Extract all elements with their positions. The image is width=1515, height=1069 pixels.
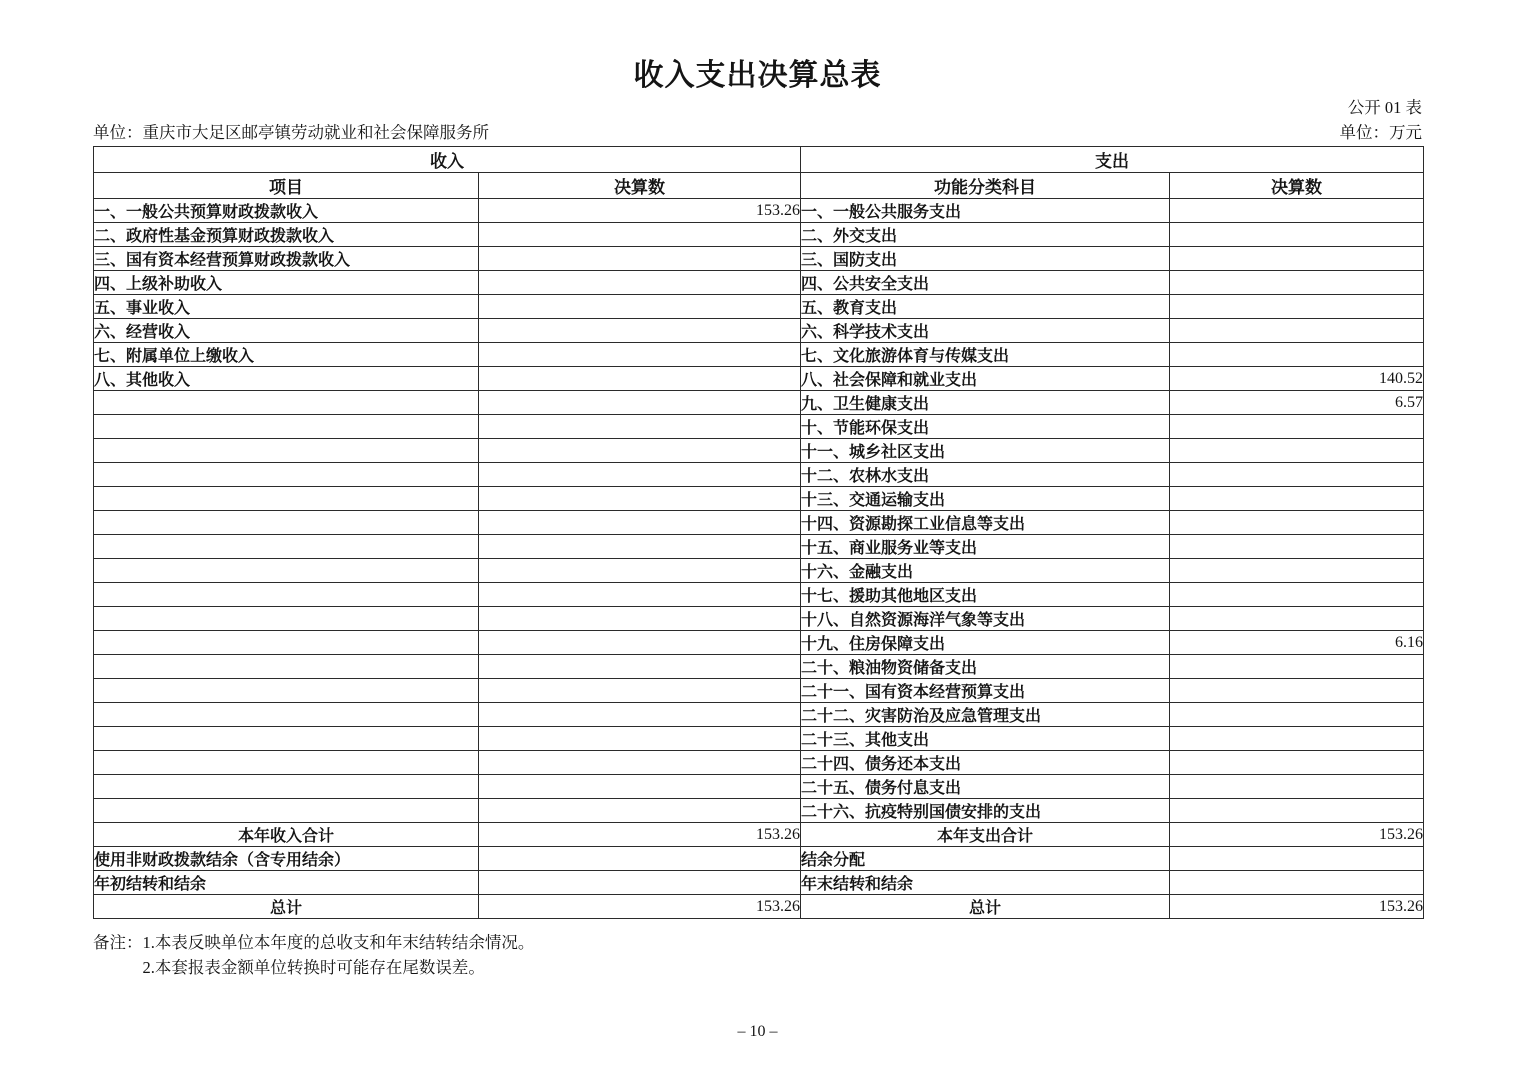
income-value-cell xyxy=(479,223,801,247)
income-value-cell xyxy=(479,583,801,607)
table-row xyxy=(94,655,1424,679)
table-row xyxy=(94,319,1424,343)
income-item-cell xyxy=(94,583,479,607)
expense-item-cell: 二十五、债务付息支出 xyxy=(801,775,1170,799)
expense-item-cell: 二十二、灾害防治及应急管理支出 xyxy=(801,703,1170,727)
income-item-cell xyxy=(94,703,479,727)
expense-value-cell: 153.26 xyxy=(1170,823,1424,847)
income-value-cell xyxy=(479,655,801,679)
income-value-cell xyxy=(479,247,801,271)
income-value-cell xyxy=(479,703,801,727)
table-row xyxy=(94,487,1424,511)
expense-item-cell: 一、一般公共服务支出 xyxy=(801,199,1170,223)
income-item-cell xyxy=(94,391,479,415)
income-item-cell: 一、一般公共预算财政拨款收入 xyxy=(94,199,479,223)
income-value-cell: 153.26 xyxy=(479,823,801,847)
expense-value-cell xyxy=(1170,439,1424,463)
page-title: 收入支出决算总表 xyxy=(633,59,882,92)
unit-label: 单位：万元 xyxy=(1339,123,1422,142)
income-item-cell: 七、附属单位上缴收入 xyxy=(94,343,479,367)
table-body xyxy=(94,199,1424,919)
income-item-cell xyxy=(94,607,479,631)
expense-value-column-header: 决算数 xyxy=(1170,173,1424,199)
income-value-cell xyxy=(479,319,801,343)
expense-value-cell xyxy=(1170,559,1424,583)
income-value-cell xyxy=(479,271,801,295)
income-item-cell: 三、国有资本经营预算财政拨款收入 xyxy=(94,247,479,271)
income-value-cell: 153.26 xyxy=(479,895,801,919)
income-value-cell xyxy=(479,799,801,823)
income-item-cell xyxy=(94,439,479,463)
table-row xyxy=(94,247,1424,271)
income-value-cell xyxy=(479,727,801,751)
expense-value-cell xyxy=(1170,655,1424,679)
section-header-row xyxy=(94,147,1424,173)
income-item-cell xyxy=(94,535,479,559)
expense-item-cell: 本年支出合计 xyxy=(801,823,1170,847)
expense-item-cell: 四、公共安全支出 xyxy=(801,271,1170,295)
table-row xyxy=(94,583,1424,607)
income-value-cell xyxy=(479,463,801,487)
table-row xyxy=(94,415,1424,439)
expense-value-cell xyxy=(1170,271,1424,295)
table-row xyxy=(94,847,1424,871)
income-value-cell xyxy=(479,679,801,703)
expense-value-cell xyxy=(1170,487,1424,511)
table-row xyxy=(94,727,1424,751)
income-value-cell xyxy=(479,295,801,319)
expense-item-cell: 十九、住房保障支出 xyxy=(801,631,1170,655)
table-row xyxy=(94,343,1424,367)
income-value-cell xyxy=(479,871,801,895)
income-value-cell xyxy=(479,511,801,535)
table-head xyxy=(94,147,1424,199)
expense-value-cell xyxy=(1170,847,1424,871)
income-item-cell xyxy=(94,415,479,439)
notes xyxy=(93,930,534,980)
table-row xyxy=(94,367,1424,391)
expense-item-cell: 九、卫生健康支出 xyxy=(801,391,1170,415)
expense-item-cell: 二十六、抗疫特别国债安排的支出 xyxy=(801,799,1170,823)
income-item-column-header: 项目 xyxy=(94,173,479,199)
income-value-cell xyxy=(479,487,801,511)
expense-value-cell xyxy=(1170,319,1424,343)
table-row xyxy=(94,607,1424,631)
expense-value-cell xyxy=(1170,679,1424,703)
page-number: – 10 – xyxy=(737,1023,778,1040)
expense-item-cell: 十七、援助其他地区支出 xyxy=(801,583,1170,607)
expense-value-cell xyxy=(1170,463,1424,487)
expense-item-cell: 年末结转和结余 xyxy=(801,871,1170,895)
expense-item-column-header: 功能分类科目 xyxy=(801,173,1170,199)
expense-item-cell: 七、文化旅游体育与传媒支出 xyxy=(801,343,1170,367)
expense-item-cell: 十、节能环保支出 xyxy=(801,415,1170,439)
income-value-cell xyxy=(479,607,801,631)
expense-value-cell xyxy=(1170,511,1424,535)
income-value-cell xyxy=(479,751,801,775)
table-row xyxy=(94,199,1424,223)
expense-value-cell xyxy=(1170,415,1424,439)
income-value-cell xyxy=(479,775,801,799)
income-item-cell: 二、政府性基金预算财政拨款收入 xyxy=(94,223,479,247)
table-row xyxy=(94,775,1424,799)
income-item-cell: 本年收入合计 xyxy=(94,823,479,847)
income-item-cell xyxy=(94,775,479,799)
income-section-header: 收入 xyxy=(94,147,801,173)
expense-value-cell xyxy=(1170,583,1424,607)
income-item-cell: 八、其他收入 xyxy=(94,367,479,391)
income-value-column-header: 决算数 xyxy=(479,173,801,199)
table-row xyxy=(94,535,1424,559)
income-item-cell: 总计 xyxy=(94,895,479,919)
table-row xyxy=(94,631,1424,655)
income-item-cell xyxy=(94,559,479,583)
table-row xyxy=(94,511,1424,535)
expense-item-cell: 二十一、国有资本经营预算支出 xyxy=(801,679,1170,703)
expense-item-cell: 六、科学技术支出 xyxy=(801,319,1170,343)
table-code: 公开 01 表 xyxy=(1347,98,1422,117)
expense-item-cell: 十一、城乡社区支出 xyxy=(801,439,1170,463)
notes-label: 备注： xyxy=(93,933,143,952)
note-line-2: 2.本套报表金额单位转换时可能存在尾数误差。 xyxy=(142,958,485,977)
income-item-cell xyxy=(94,463,479,487)
table-row xyxy=(94,799,1424,823)
expense-item-cell: 结余分配 xyxy=(801,847,1170,871)
income-item-cell xyxy=(94,487,479,511)
expense-value-cell xyxy=(1170,727,1424,751)
final-accounts-table xyxy=(93,146,1424,919)
expense-value-cell xyxy=(1170,871,1424,895)
expense-item-cell: 十三、交通运输支出 xyxy=(801,487,1170,511)
expense-value-cell xyxy=(1170,343,1424,367)
expense-value-cell: 153.26 xyxy=(1170,895,1424,919)
table-row xyxy=(94,391,1424,415)
expense-value-cell xyxy=(1170,247,1424,271)
expense-item-cell: 十四、资源勘探工业信息等支出 xyxy=(801,511,1170,535)
expense-value-cell xyxy=(1170,799,1424,823)
expense-value-cell xyxy=(1170,775,1424,799)
table-row xyxy=(94,895,1424,919)
expense-item-cell: 二十四、债务还本支出 xyxy=(801,751,1170,775)
table-row xyxy=(94,871,1424,895)
expense-item-cell: 三、国防支出 xyxy=(801,247,1170,271)
income-value-cell xyxy=(479,535,801,559)
income-value-cell xyxy=(479,367,801,391)
income-value-cell xyxy=(479,343,801,367)
expense-value-cell xyxy=(1170,199,1424,223)
expense-value-cell: 6.57 xyxy=(1170,391,1424,415)
table-row xyxy=(94,679,1424,703)
expense-item-cell: 二、外交支出 xyxy=(801,223,1170,247)
note-line-1: 1.本表反映单位本年度的总收支和年末结转结余情况。 xyxy=(142,933,535,952)
expense-item-cell: 十六、金融支出 xyxy=(801,559,1170,583)
income-item-cell xyxy=(94,655,479,679)
expense-item-cell: 十二、农林水支出 xyxy=(801,463,1170,487)
table-row xyxy=(94,439,1424,463)
income-item-cell xyxy=(94,511,479,535)
expense-value-cell xyxy=(1170,223,1424,247)
org-label: 单位：重庆市大足区邮亭镇劳动就业和社会保障服务所 xyxy=(93,123,489,142)
expense-value-cell xyxy=(1170,535,1424,559)
income-value-cell xyxy=(479,847,801,871)
expense-item-cell: 总计 xyxy=(801,895,1170,919)
income-value-cell: 153.26 xyxy=(479,199,801,223)
table-row xyxy=(94,223,1424,247)
table-row xyxy=(94,271,1424,295)
table-row xyxy=(94,559,1424,583)
table-row xyxy=(94,823,1424,847)
income-item-cell xyxy=(94,751,479,775)
table-row xyxy=(94,751,1424,775)
income-item-cell: 使用非财政拨款结余（含专用结余） xyxy=(94,847,479,871)
table-row xyxy=(94,463,1424,487)
expense-section-header: 支出 xyxy=(801,147,1424,173)
income-item-cell: 年初结转和结余 xyxy=(94,871,479,895)
expense-item-cell: 二十、粮油物资储备支出 xyxy=(801,655,1170,679)
income-item-cell xyxy=(94,799,479,823)
table-row xyxy=(94,703,1424,727)
expense-value-cell xyxy=(1170,295,1424,319)
expense-value-cell: 6.16 xyxy=(1170,631,1424,655)
income-value-cell xyxy=(479,439,801,463)
expense-value-cell xyxy=(1170,751,1424,775)
expense-item-cell: 五、教育支出 xyxy=(801,295,1170,319)
expense-value-cell xyxy=(1170,607,1424,631)
expense-item-cell: 八、社会保障和就业支出 xyxy=(801,367,1170,391)
income-item-cell: 六、经营收入 xyxy=(94,319,479,343)
expense-value-cell xyxy=(1170,703,1424,727)
column-header-row xyxy=(94,173,1424,199)
income-value-cell xyxy=(479,559,801,583)
income-value-cell xyxy=(479,631,801,655)
expense-value-cell: 140.52 xyxy=(1170,367,1424,391)
expense-item-cell: 十五、商业服务业等支出 xyxy=(801,535,1170,559)
income-value-cell xyxy=(479,391,801,415)
income-item-cell xyxy=(94,727,479,751)
income-item-cell: 五、事业收入 xyxy=(94,295,479,319)
income-item-cell: 四、上级补助收入 xyxy=(94,271,479,295)
income-value-cell xyxy=(479,415,801,439)
expense-item-cell: 十八、自然资源海洋气象等支出 xyxy=(801,607,1170,631)
income-item-cell xyxy=(94,631,479,655)
income-item-cell xyxy=(94,679,479,703)
expense-item-cell: 二十三、其他支出 xyxy=(801,727,1170,751)
table-row xyxy=(94,295,1424,319)
